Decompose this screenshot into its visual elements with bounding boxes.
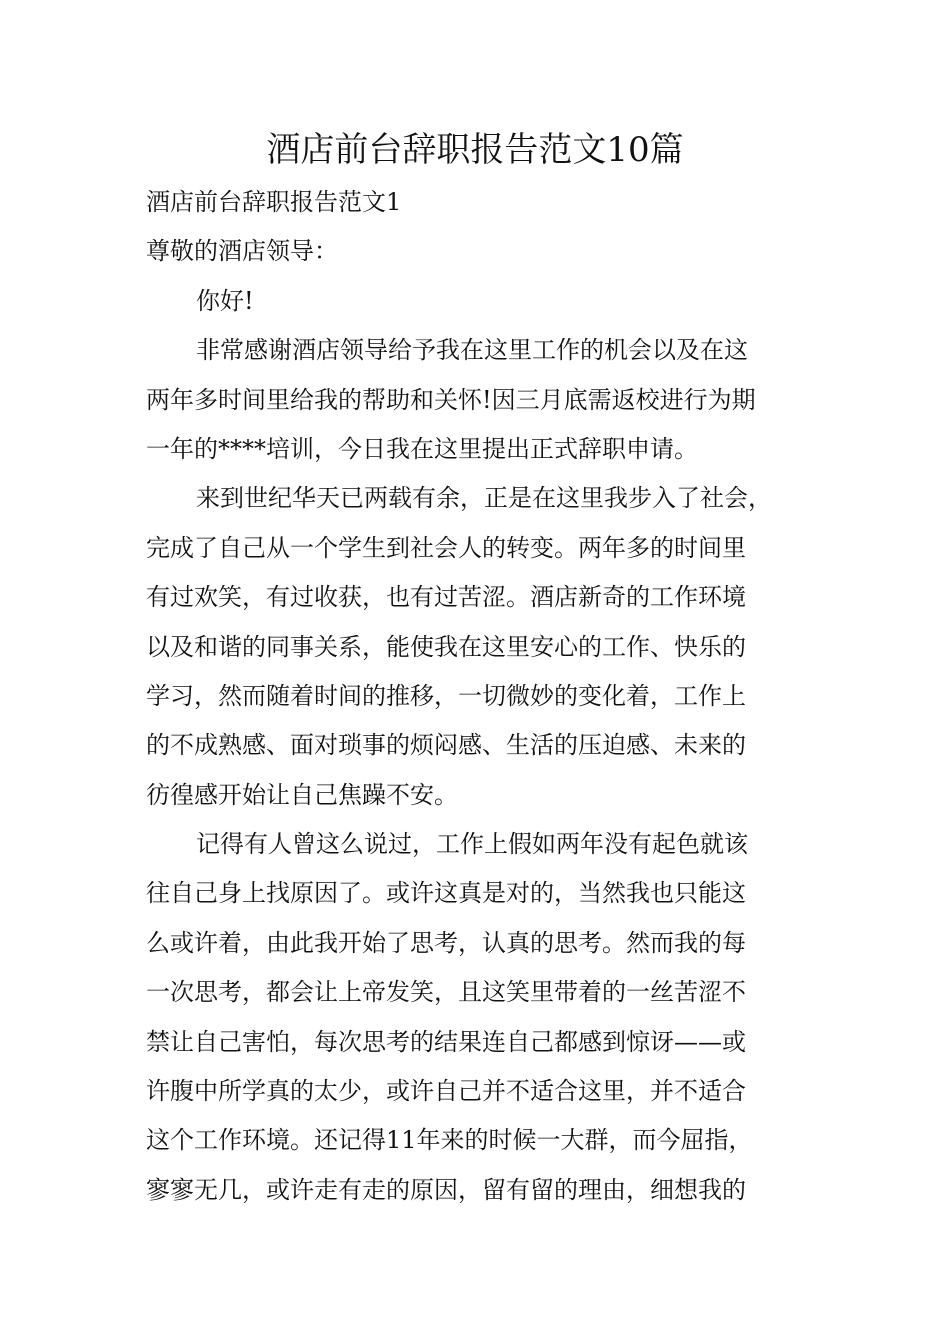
body-line: 一年的****培训，今日我在这里提出正式辞职申请。 [146,434,698,463]
body-line: 非常感谢酒店领导给予我在这里工作的机会以及在这 [196,336,748,365]
body-line: 禁让自己害怕，每次思考的结果连自己都感到惊讶——或 [146,1027,746,1056]
salutation: 尊敬的酒店领导： [146,237,338,266]
body-line: 来到世纪华天已两载有余，正是在这里我步入了社会， [196,484,772,513]
body-line: 学习，然而随着时间的推移，一切微妙的变化着，工作上 [146,681,746,710]
body-line: 有过欢笑，有过收获，也有过苦涩。酒店新奇的工作环境 [146,583,746,612]
document-body [146,178,806,1215]
body-line: 彷徨感开始让自己焦躁不安。 [146,780,458,809]
body-line: 这个工作环境。还记得11年来的时候一大群，而今屈指， [146,1126,753,1155]
body-line: 两年多时间里给我的帮助和关怀!因三月底需返校进行为期 [146,385,756,414]
body-line: 么或许着，由此我开始了思考，认真的思考。然而我的每 [146,928,746,957]
body-line: 一次思考，都会让上帝发笑，且这笑里带着的一丝苦涩不 [146,978,746,1007]
body-line: 的不成熟感、面对琐事的烦闷感、生活的压迫感、未来的 [146,731,746,760]
body-line: 寥寥无几，或许走有走的原因，留有留的理由，细想我的 [146,1175,746,1204]
body-line: 往自己身上找原因了。或许这真是对的，当然我也只能这 [146,879,746,908]
body-line: 完成了自己从一个学生到社会人的转变。两年多的时间里 [146,533,746,562]
body-line: 记得有人曾这么说过，工作上假如两年没有起色就该 [196,830,748,859]
document-title: 酒店前台辞职报告范文10篇 [266,130,684,170]
section-heading: 酒店前台辞职报告范文1 [146,188,402,216]
body-line: 以及和谐的同事关系，能使我在这里安心的工作、快乐的 [146,632,746,661]
greeting: 你好! [196,286,254,315]
body-line: 许腹中所学真的太少，或许自己并不适合这里，并不适合 [146,1077,746,1106]
